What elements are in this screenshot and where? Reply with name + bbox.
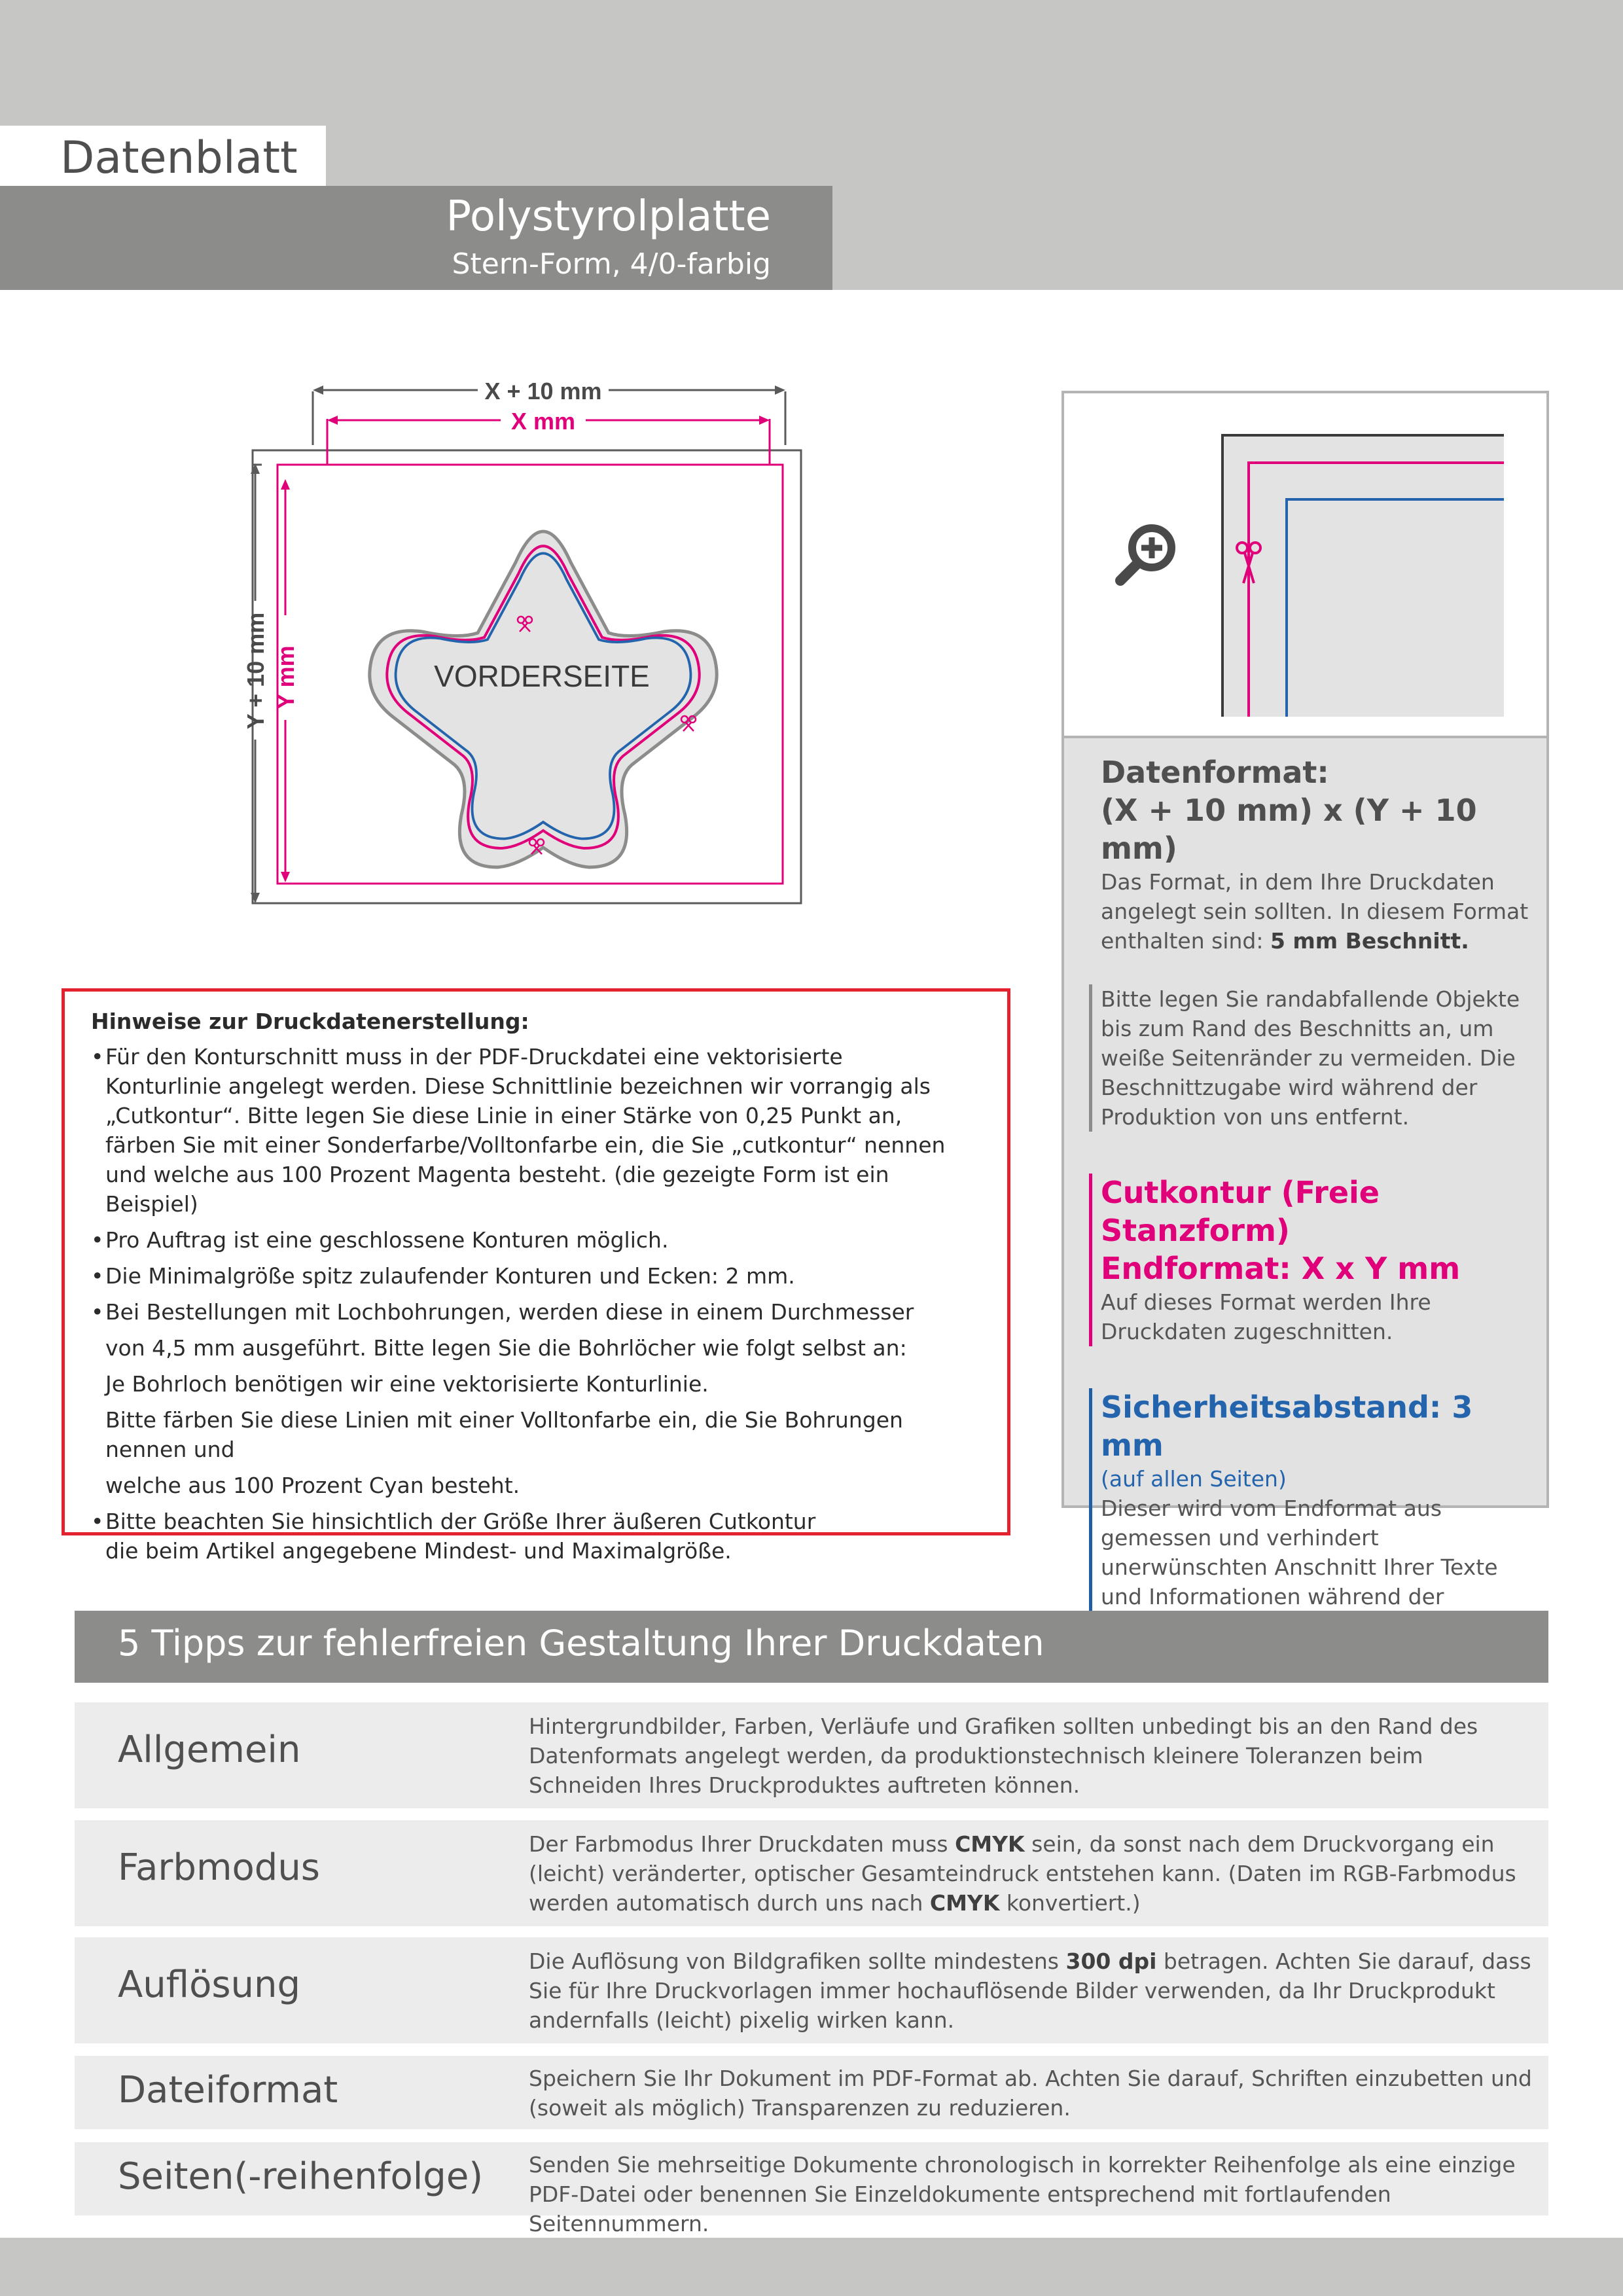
product-variant: Stern-Form, 4/0-farbig — [452, 247, 771, 281]
notes-line: von 4,5 mm ausgeführt. Bitte legen Sie die Bohrlöcher wie folgt selbst an: — [105, 1335, 907, 1361]
safety-section — [1089, 1388, 1533, 1641]
doc-label: Datenblatt — [60, 132, 298, 184]
cutkontur-section — [1089, 1174, 1533, 1346]
tips-title: 5 Tipps zur fehlerfreien Gestaltung Ihrer Druckdaten — [118, 1623, 1044, 1664]
tip-label: Seiten(-reihenfolge) — [118, 2155, 484, 2198]
tip-label: Dateiformat — [118, 2069, 338, 2111]
notes-line: Je Bohrloch benötigen wir eine vektorisierte Konturlinie. — [105, 1371, 709, 1397]
safety-heading: Sicherheitsabstand: 3 mm — [1101, 1390, 1473, 1463]
star-diagram — [236, 367, 812, 929]
zoom-in-icon — [1120, 528, 1171, 581]
tips-header — [75, 1611, 1548, 1683]
notes-line: • Für den Konturschnitt muss in der PDF-Druckdatei eine vektorisierte — [91, 1042, 981, 1071]
tip-label: Allgemein — [118, 1729, 301, 1771]
notes-title: Hinweise zur Druckdatenerstellung: — [91, 1009, 529, 1034]
notes-line: • Bitte beachten Sie hinsichtlich der Größe Ihrer äußeren Cutkontur — [91, 1507, 981, 1536]
print-notes-box — [62, 988, 1010, 1564]
notes-line: • Pro Auftrag ist eine geschlossene Konturen möglich. — [91, 1225, 981, 1255]
notes-line: • Die Minimalgröße spitz zulaufender Konturen und Ecken: 2 mm. — [91, 1261, 981, 1291]
tip-label: Auflösung — [118, 1964, 301, 2006]
notes-line: und welche aus 100 Prozent Magenta besteht. (die gezeigte Form ist ein Beispiel) — [105, 1162, 889, 1217]
tip-text: Der Farbmodus Ihrer Druckdaten muss CMYK sein, da sonst nach dem Druckvorgang ein (leicht) veränderter, optischer Gesamteindruck entstehen kann. (Daten im RGB-Farbmodus werden automatisch durch uns nach CMYK konvertiert.) — [529, 1831, 1516, 1916]
title-box — [0, 186, 832, 290]
notes-line: „Cutkontur“. Bitte legen Sie diese Linie in einer Stärke von 0,25 Punkt an, — [105, 1103, 902, 1128]
notes-line: Bitte färben Sie diese Linien mit einer Volltonfarbe ein, die Sie Bohrungen nennen und — [105, 1407, 903, 1462]
cutkontur-text: Auf dieses Format werden Ihre Druckdaten zugeschnitten. — [1101, 1289, 1431, 1344]
tip-text: Speichern Sie Ihr Dokument im PDF-Format ab. Achten Sie darauf, Schriften einzubetten und (soweit als möglich) Transparenzen zu reduzieren. — [529, 2066, 1532, 2121]
cutkontur-heading: Cutkontur (Freie Stanzform) — [1101, 1175, 1380, 1248]
tip-text: Senden Sie mehrseitige Dokumente chronologisch in korrekter Reihenfolge als eine einzige PDF-Datei oder benennen Sie Einzeldokumente entsprechend mit fortlaufenden Seitennummern. — [529, 2152, 1516, 2236]
datenformat-text: Das Format, in dem Ihre Druckdaten angelegt sein sollten. In diesem Format enthalten sind: 5 mm Beschnitt. — [1101, 869, 1529, 954]
notes-line: welche aus 100 Prozent Cyan besteht. — [105, 1473, 520, 1498]
bleed-note: Bitte legen Sie randabfallende Objekte bis zum Rand des Beschnitts an, um weiße Seitenränder zu vermeiden. Die Beschnittzugabe wird während der Produktion von uns entfernt. — [1089, 984, 1533, 1132]
footer-band — [0, 2238, 1623, 2296]
tip-row — [75, 1937, 1548, 2043]
tip-row — [75, 2142, 1548, 2236]
height-outer-label: Y + 10 mm — [242, 612, 269, 730]
notes-line: die beim Artikel angegebene Mindest- und Maximalgröße. — [105, 1538, 732, 1564]
tip-label: Farbmodus — [118, 1846, 320, 1889]
tip-text: Die Auflösung von Bildgrafiken sollte mindestens 300 dpi betragen. Achten Sie darauf, dass Sie für Ihre Druckvorlagen immer hochauflösende Bilder verwenden, da Ihr Druckprodukt andernfalls (leicht) pixelig wirken kann. — [529, 1948, 1531, 2033]
endformat-heading: Endformat: X x Y mm — [1101, 1251, 1461, 1286]
doc-label-box — [0, 126, 326, 186]
notes-line: • Bei Bestellungen mit Lochbohrungen, werden diese in einem Durchmesser — [91, 1297, 981, 1327]
notes-line: Konturlinie angelegt werden. Diese Schnittlinie bezeichnen wir vorrangig als — [105, 1073, 931, 1099]
tip-row — [75, 2056, 1548, 2129]
product-title: Polystyrolplatte — [446, 192, 771, 241]
format-info-text — [1101, 753, 1533, 1641]
notes-list — [91, 1042, 981, 1566]
side-label: VORDERSEITE — [434, 659, 650, 693]
notes-line: färben Sie mit einer Sonderfarbe/Volltonfarbe ein, die Sie „cutkontur“ nennen — [105, 1132, 946, 1158]
height-inner-label: Y mm — [272, 645, 299, 709]
zoom-detail — [1064, 393, 1546, 738]
tip-text: Hintergrundbilder, Farben, Verläufe und Grafiken sollten unbedingt bis an den Rand des Datenformats angelegt werden, da produktionstechnisch kleinere Toleranzen beim Schneiden Ihres Druckproduktes auftreten können. — [529, 1713, 1478, 1798]
star-bleed — [370, 531, 717, 867]
datenformat-size: (X + 10 mm) x (Y + 10 mm) — [1101, 793, 1477, 866]
tip-row — [75, 1820, 1548, 1926]
width-outer-label: X + 10 mm — [484, 378, 602, 404]
safety-sub: (auf allen Seiten) — [1101, 1466, 1287, 1492]
width-inner-label: X mm — [510, 408, 576, 435]
format-info-panel — [1061, 391, 1549, 1609]
safety-text: Dieser wird vom Endformat aus gemessen und verhindert unerwünschten Anschnitt Ihrer Texte und Informationen während der — [1101, 1496, 1498, 1609]
datenformat-heading: Datenformat: — [1101, 755, 1329, 790]
tip-row — [75, 1702, 1548, 1808]
